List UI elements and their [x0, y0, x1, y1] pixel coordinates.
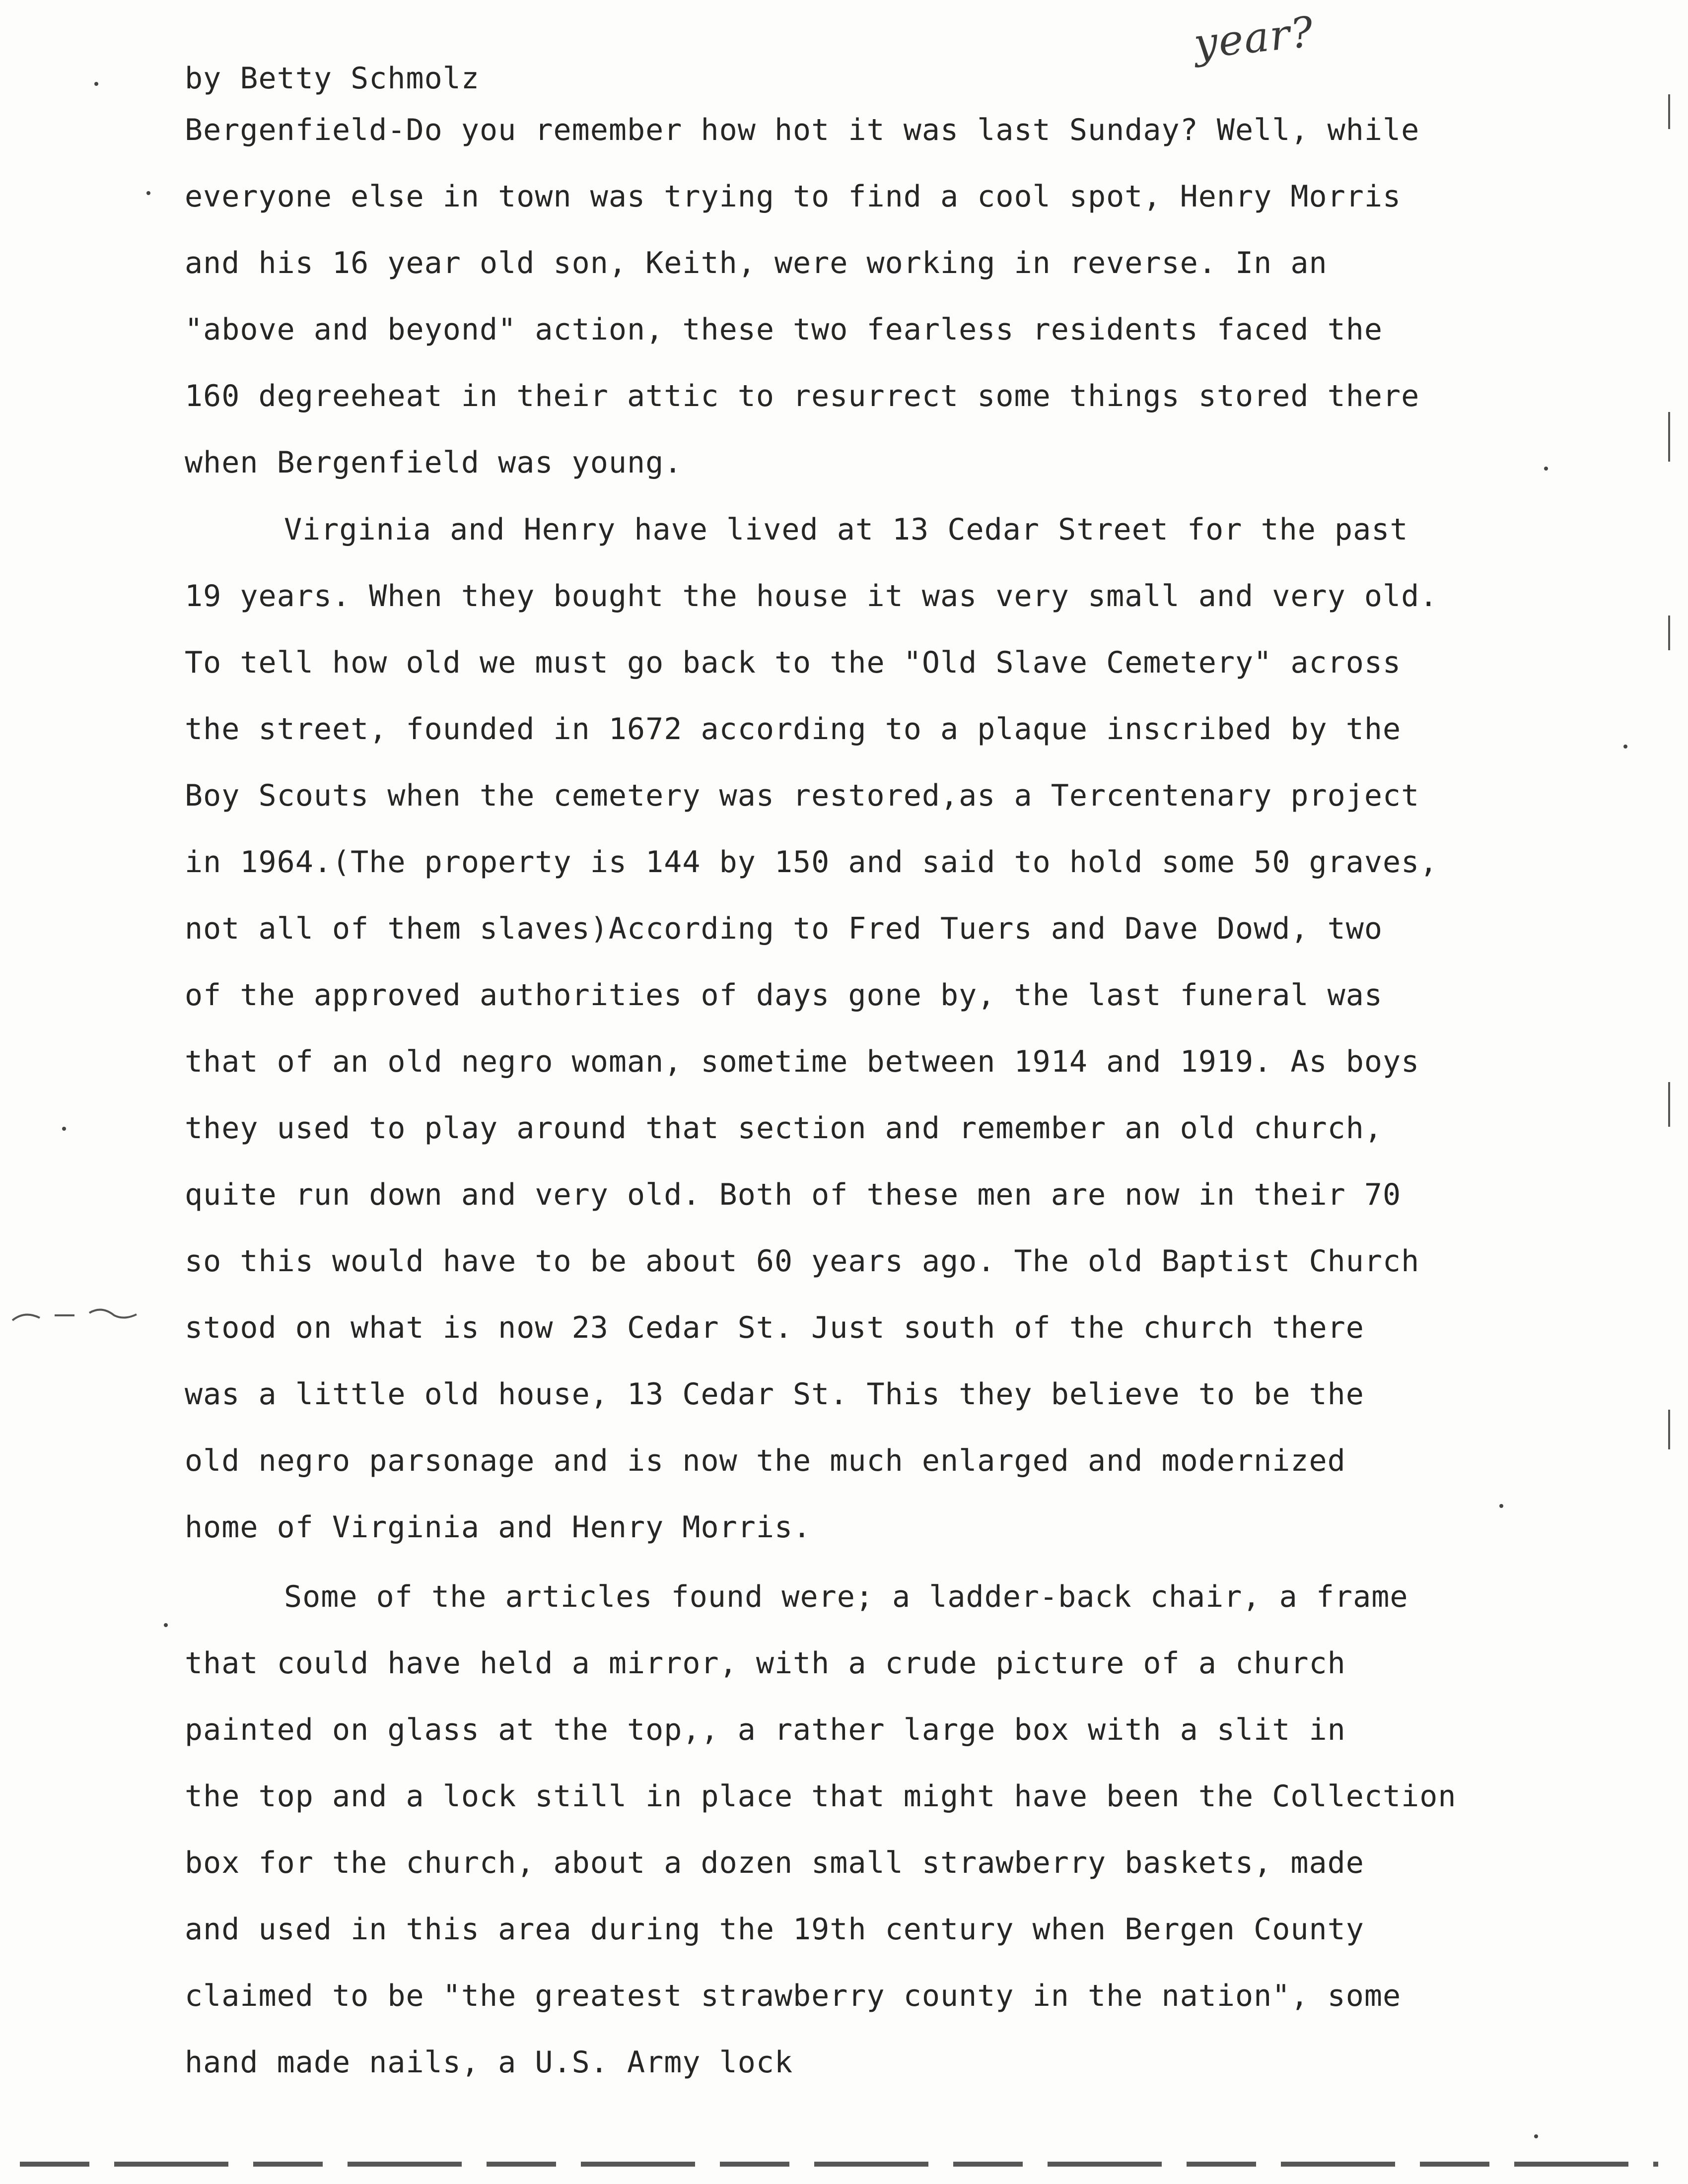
scan-tick: [1668, 615, 1670, 650]
text-line: hand made nails, a U.S. Army lock: [185, 2045, 793, 2080]
text-line: so this would have to be about 60 years ago. The old Baptist Church: [185, 1244, 1420, 1279]
text-line: and his 16 year old son, Keith, were working in reverse. In an: [185, 246, 1328, 280]
text-line: in 1964.(The property is 144 by 150 and said to hold some 50 graves,: [185, 845, 1438, 880]
text-line: home of Virginia and Henry Morris.: [185, 1510, 812, 1545]
text-line: Virginia and Henry have lived at 13 Cedar Street for the past: [284, 512, 1408, 547]
text-line: and used in this area during the 19th century when Bergen County: [185, 1912, 1364, 1947]
text-line: that of an old negro woman, sometime between 1914 and 1919. As boys: [185, 1044, 1420, 1079]
scan-tick: [1668, 412, 1670, 462]
text-line: everyone else in town was trying to find a cool spot, Henry Morris: [185, 179, 1402, 214]
scan-squiggle: [10, 1300, 139, 1330]
text-line: they used to play around that section and remember an old church,: [185, 1111, 1383, 1146]
scan-speck: [146, 191, 150, 195]
text-line: of the approved authorities of days gone by, the last funeral was: [185, 978, 1383, 1013]
scan-speck: [1534, 2134, 1538, 2138]
text-line: painted on glass at the top,, a rather large box with a slit in: [185, 1712, 1346, 1747]
text-line: not all of them slaves)According to Fred Tuers and Dave Dowd, two: [185, 911, 1383, 946]
text-line: the street, founded in 1672 according to a plaque inscribed by the: [185, 712, 1402, 747]
scan-tick: [1668, 1082, 1670, 1127]
scan-tick: [1668, 94, 1670, 129]
text-line: when Bergenfield was young.: [185, 445, 683, 480]
text-line: 19 years. When they bought the house it was very small and very old.: [185, 579, 1438, 614]
text-line: stood on what is now 23 Cedar St. Just south of the church there: [185, 1310, 1364, 1345]
text-line: quite run down and very old. Both of these men are now in their 70: [185, 1177, 1402, 1212]
scan-speck: [164, 1623, 168, 1627]
text-line: box for the church, about a dozen small strawberry baskets, made: [185, 1845, 1364, 1880]
text-line: 160 degreeheat in their attic to resurrect some things stored there: [185, 379, 1420, 413]
text-line: claimed to be "the greatest strawberry county in the nation", some: [185, 1979, 1402, 2013]
scan-speck: [94, 82, 98, 86]
scan-bottom-rule: [20, 2162, 1658, 2167]
scan-speck: [1499, 1504, 1503, 1508]
text-line: was a little old house, 13 Cedar St. This they believe to be the: [185, 1377, 1364, 1412]
handwritten-note: year?: [1192, 7, 1317, 68]
scan-speck: [62, 1127, 66, 1131]
text-line: the top and a lock still in place that might have been the Collection: [185, 1779, 1457, 1814]
paragraph-2: [185, 496, 1438, 1561]
text-line: "above and beyond" action, these two fearless residents faced the: [185, 312, 1383, 347]
text-line: Boy Scouts when the cemetery was restored,as a Tercentenary project: [185, 778, 1420, 813]
scan-speck: [1544, 467, 1548, 471]
text-line: old negro parsonage and is now the much enlarged and modernized: [185, 1443, 1346, 1478]
paragraph-3: [185, 1564, 1457, 2096]
text-line: Some of the articles found were; a ladder-back chair, a frame: [284, 1579, 1408, 1614]
text-line: To tell how old we must go back to the "Old Slave Cemetery" across: [185, 645, 1402, 680]
scan-speck: [1623, 745, 1627, 749]
text-line: that could have held a mirror, with a crude picture of a church: [185, 1646, 1346, 1681]
text-line: Bergenfield-Do you remember how hot it was last Sunday? Well, while: [185, 113, 1420, 147]
scan-tick: [1668, 1410, 1670, 1449]
paragraph-1: [185, 97, 1419, 496]
byline: by Betty Schmolz: [185, 61, 480, 96]
scan-margin-marks: [1658, 0, 1688, 2184]
